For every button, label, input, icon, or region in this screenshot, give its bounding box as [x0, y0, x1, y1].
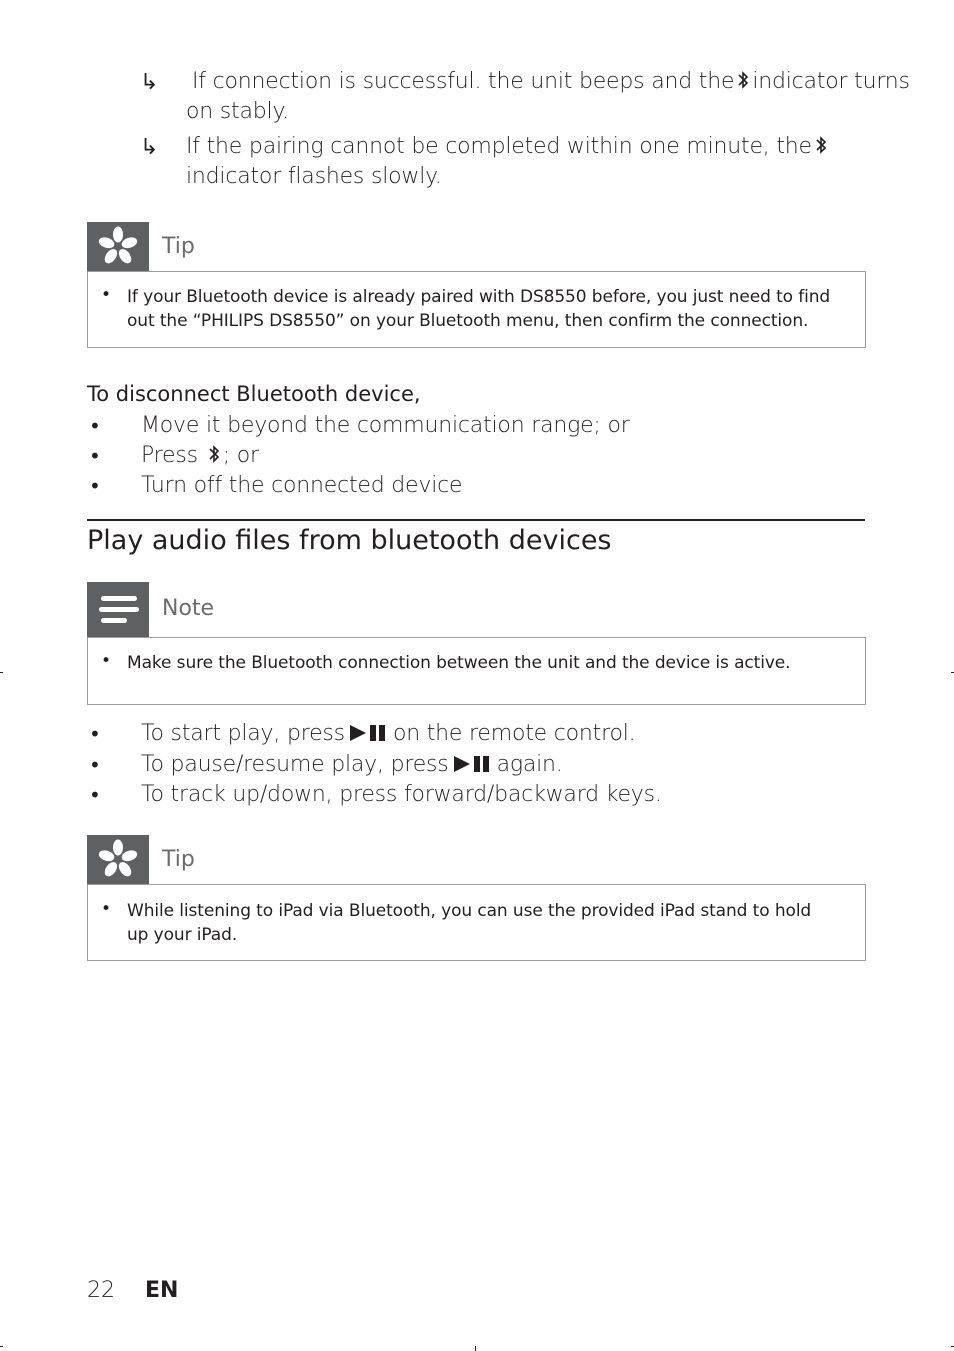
play-item-3: To track up/down, press forward/backward keys.	[141, 782, 662, 807]
disconnect-title: To disconnect Bluetooth device,	[87, 382, 421, 406]
tip-text-line-1: If your Bluetooth device is already paired with DS8550 before, you just need to find	[127, 287, 831, 307]
tip-bullet: •	[101, 899, 111, 919]
play-item-1	[141, 721, 635, 746]
list-bullet: •	[89, 753, 101, 777]
tip-box	[87, 271, 866, 348]
disconnect-item-1: Move it beyond the communication range; or	[141, 413, 630, 438]
note-icon-tile	[87, 582, 149, 637]
tip-asterisk-icon	[87, 835, 149, 884]
result-line-1	[192, 69, 910, 94]
play-item-2	[141, 752, 563, 777]
tip-label: Tip	[162, 847, 195, 872]
note-bullet: •	[101, 651, 111, 671]
page-number: 22	[87, 1278, 115, 1303]
language-code: EN	[145, 1278, 179, 1303]
disconnect-item-3: Turn off the connected device	[141, 473, 463, 498]
result-2-text: If the pairing cannot be completed within one minute, the	[186, 134, 812, 159]
play-item-2-text: To pause/resume play, press	[141, 752, 449, 777]
section-rule	[87, 519, 865, 521]
tip-text-line-2: out the “PHILIPS DS8550” on your Bluetooth menu, then confirm the connection.	[127, 311, 809, 331]
list-bullet: •	[89, 444, 101, 468]
play-pause-icon	[347, 723, 391, 743]
note-lines-icon	[87, 582, 149, 637]
note-label: Note	[162, 596, 215, 621]
crop-mark	[0, 672, 3, 673]
tip-bullet: •	[101, 285, 111, 305]
result-line-1b: on stably.	[186, 99, 289, 124]
list-bullet: •	[89, 414, 101, 438]
tip-icon-tile	[87, 222, 149, 271]
list-bullet: •	[89, 783, 101, 807]
play-item-2-end: again.	[496, 752, 563, 777]
disconnect-item-2	[141, 443, 259, 468]
list-bullet: •	[89, 722, 101, 746]
crop-mark	[0, 1346, 3, 1347]
result-arrow: ↳	[140, 135, 159, 160]
tip-label: Tip	[162, 234, 195, 259]
tip-text-line-1: While listening to iPad via Bluetooth, you can use the provided iPad stand to hold	[127, 901, 812, 921]
bluetooth-icon	[815, 135, 827, 155]
tip-text-line-2: up your iPad.	[127, 925, 238, 945]
note-text: Make sure the Bluetooth connection between the unit and the device is active.	[127, 653, 791, 673]
tip-box	[87, 884, 866, 961]
result-line-2b: indicator flashes slowly.	[186, 164, 442, 189]
play-item-1-text: To start play, press	[141, 721, 345, 746]
tip-asterisk-icon	[87, 222, 149, 271]
crop-mark	[475, 1346, 476, 1351]
disconnect-item-2-text: Press	[141, 443, 198, 468]
result-arrow: ↳	[140, 70, 159, 95]
bluetooth-icon	[737, 70, 749, 90]
result-line-2	[186, 134, 830, 159]
tip-icon-tile	[87, 835, 149, 884]
disconnect-item-2-end: ; or	[222, 443, 259, 468]
bluetooth-icon	[208, 444, 220, 464]
section-heading: Play audio files from bluetooth devices	[87, 525, 612, 556]
result-1-text-end: indicator turns	[752, 69, 910, 94]
list-bullet: •	[89, 474, 101, 498]
play-pause-icon	[451, 754, 495, 774]
play-item-1-end: on the remote control.	[392, 721, 636, 746]
result-1-text: If connection is successful. the unit beeps and the	[192, 69, 735, 94]
